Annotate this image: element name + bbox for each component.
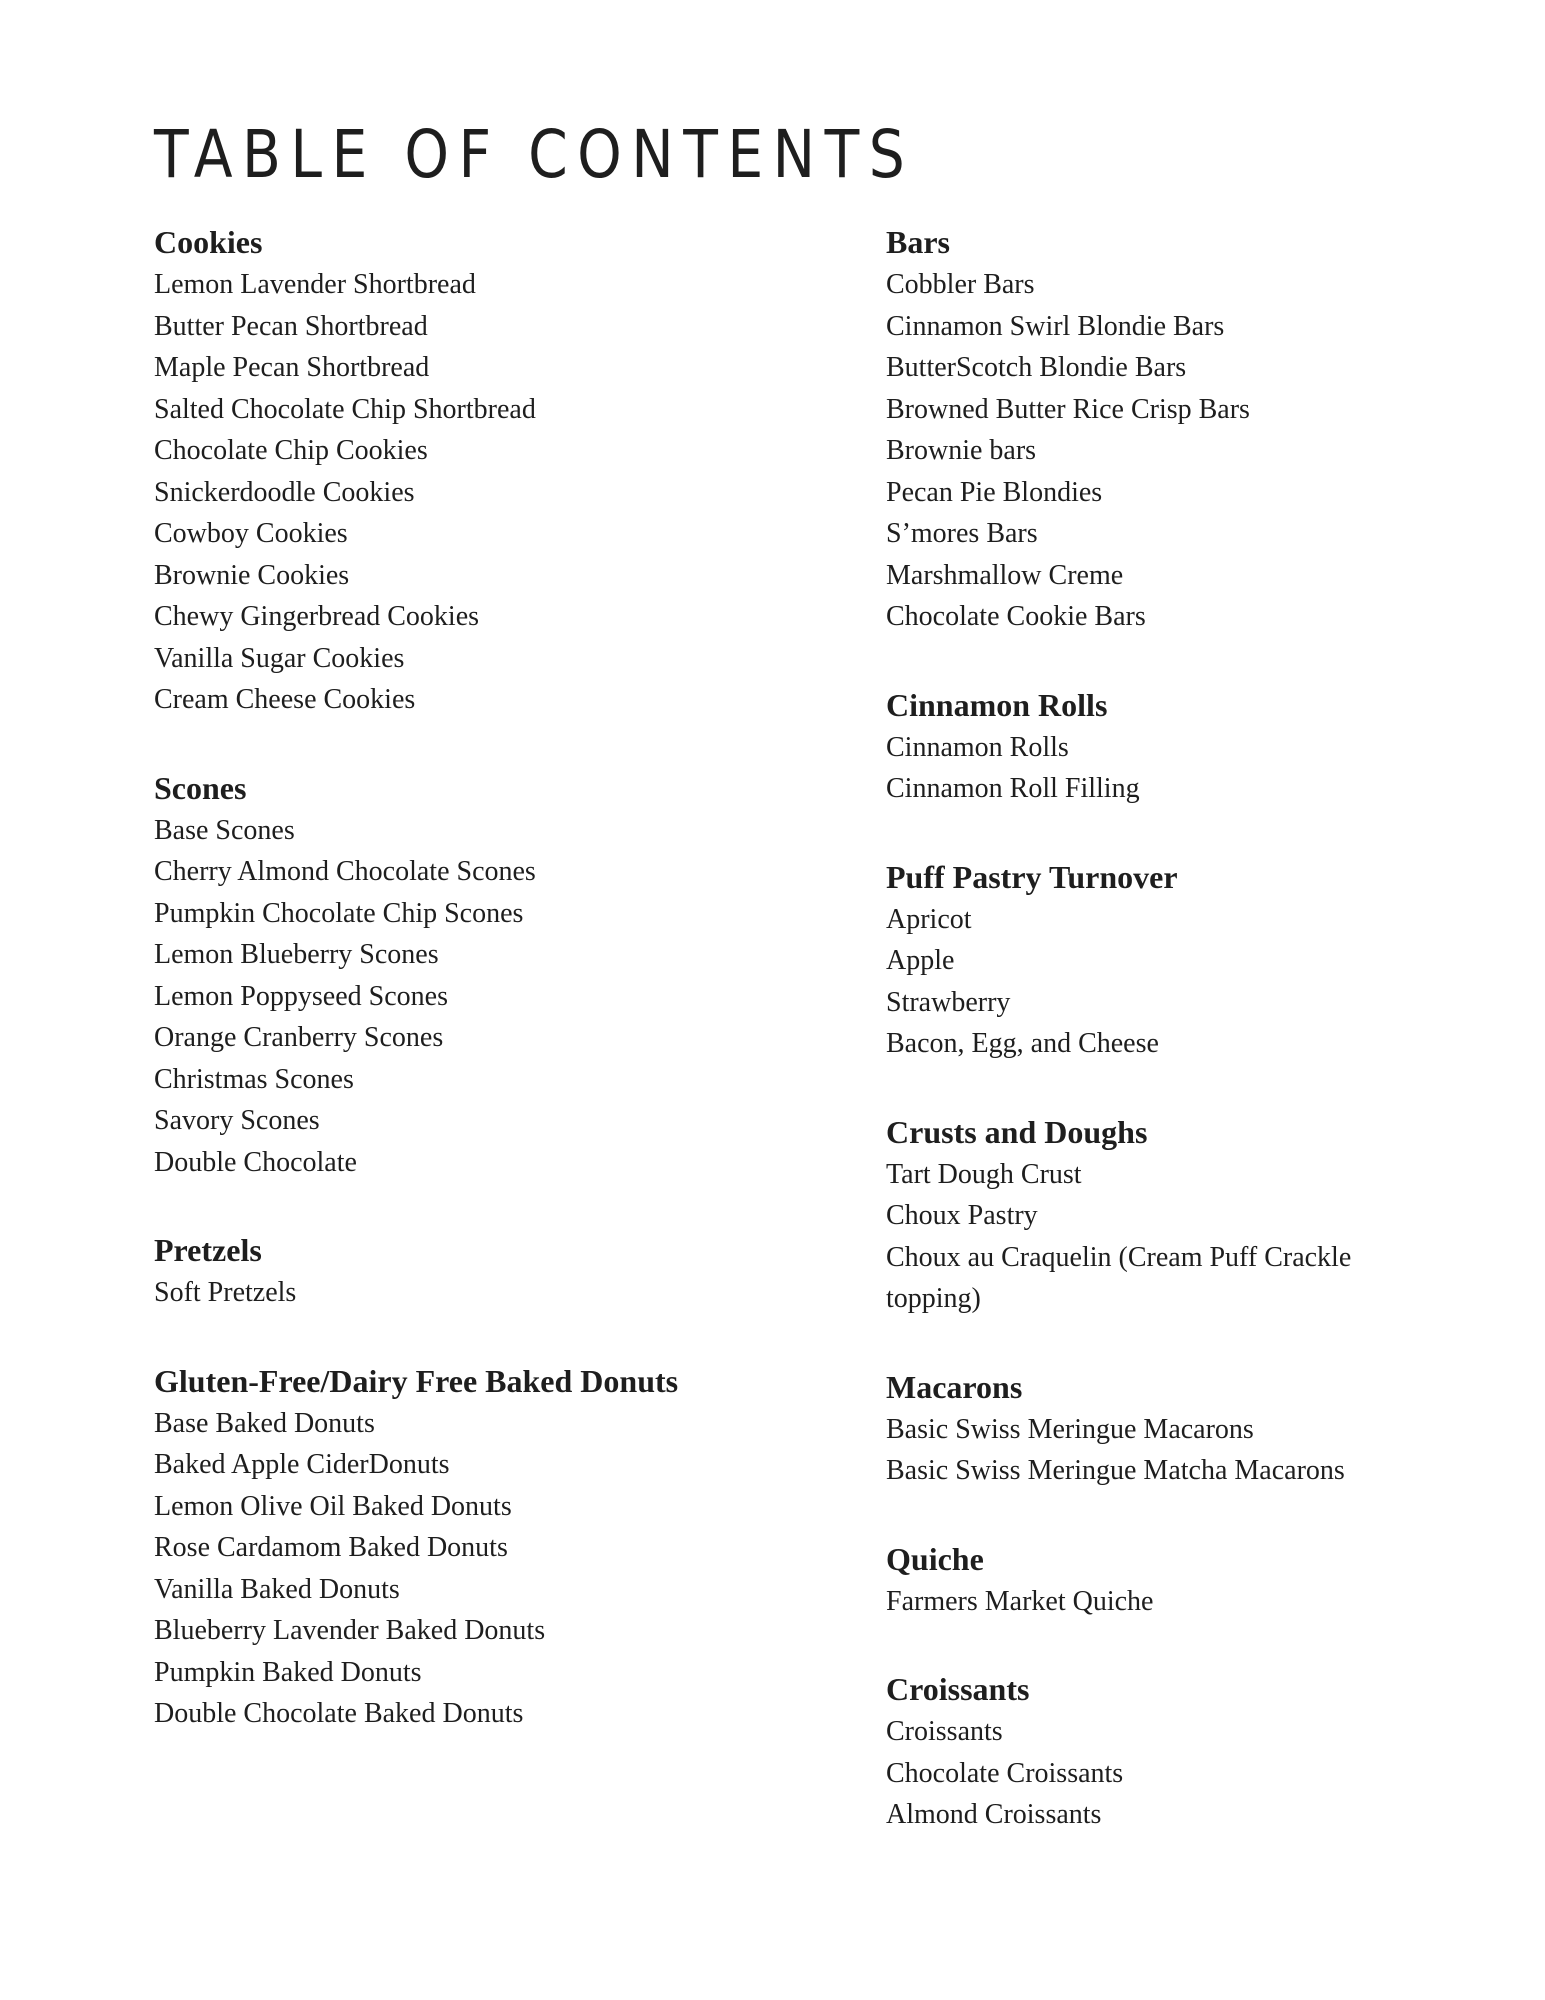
item-list — [154, 810, 854, 1184]
toc-item: Farmers Market Quiche — [886, 1585, 1154, 1617]
toc-item: Chewy Gingerbread Cookies — [154, 601, 480, 632]
item-list — [886, 1154, 1426, 1320]
toc-item: Pecan Pie Blondies — [886, 476, 1103, 508]
toc-item: Almond Croissants — [886, 1799, 1102, 1830]
toc-item: Bacon, Egg, and Cheese — [886, 1028, 1159, 1059]
toc-item: Cowboy Cookies — [154, 518, 348, 549]
item-list — [154, 1272, 854, 1314]
toc-item: Apricot — [886, 903, 972, 935]
toc-item: Cobbler Bars — [886, 269, 1035, 300]
section-heading: Crusts and Doughs — [886, 1113, 1148, 1150]
section-heading: Pretzels — [154, 1232, 262, 1268]
toc-item: Lemon Olive Oil Baked Donuts — [154, 1490, 512, 1522]
section-heading: Cinnamon Rolls — [886, 686, 1108, 723]
toc-item: Basic Swiss Meringue Matcha Macarons — [886, 1455, 1345, 1486]
toc-item: Soft Pretzels — [154, 1277, 297, 1308]
toc-item: Baked Apple CiderDonuts — [154, 1449, 450, 1480]
toc-item: Strawberry — [886, 986, 1011, 1018]
section-croissants — [886, 1667, 1426, 1836]
item-list — [886, 1581, 1426, 1623]
section-heading: Croissants — [886, 1671, 1030, 1707]
toc-item: Lemon Lavender Shortbread — [154, 269, 476, 300]
section-heading: Bars — [886, 224, 950, 260]
toc-item: Cherry Almond Chocolate Scones — [154, 856, 536, 887]
toc-item: Cinnamon Swirl Blondie Bars — [886, 310, 1225, 342]
toc-item: Pumpkin Baked Donuts — [154, 1656, 422, 1688]
item-list — [154, 264, 854, 721]
section-baked-donuts — [154, 1359, 854, 1735]
section-cookies — [154, 220, 854, 721]
toc-item: Chocolate Chip Cookies — [154, 435, 428, 466]
toc-item: Vanilla Baked Donuts — [154, 1573, 400, 1605]
toc-item: Choux Pastry — [886, 1200, 1038, 1231]
section-macarons — [886, 1365, 1426, 1492]
toc-item: Apple — [886, 945, 955, 976]
toc-item: Lemon Blueberry Scones — [154, 939, 439, 970]
toc-item: Browned Butter Rice Crisp Bars — [886, 393, 1250, 425]
section-heading: Macarons — [886, 1368, 1023, 1405]
toc-item: Cinnamon Rolls — [886, 731, 1069, 763]
toc-item: Base Baked Donuts — [154, 1407, 375, 1439]
toc-item: Butter Pecan Shortbread — [154, 310, 428, 342]
toc-item: Maple Pecan Shortbread — [154, 352, 430, 383]
toc-item: Marshmallow Creme — [886, 559, 1124, 591]
toc-item: ButterScotch Blondie Bars — [886, 352, 1187, 383]
section-pretzels — [154, 1228, 854, 1314]
toc-item: Brownie bars — [886, 435, 1037, 466]
toc-item: Cream Cheese Cookies — [154, 684, 416, 715]
section-heading: Gluten-Free/Dairy Free Baked Donuts — [154, 1362, 679, 1399]
section-heading: Cookies — [154, 224, 263, 260]
section-heading: Scones — [154, 769, 247, 806]
item-list — [886, 1409, 1426, 1492]
item-list — [886, 1711, 1426, 1836]
toc-item: Blueberry Lavender Baked Donuts — [154, 1615, 546, 1646]
toc-item: Tart Dough Crust — [886, 1158, 1082, 1190]
toc-item: Lemon Poppyseed Scones — [154, 980, 448, 1012]
toc-item: Snickerdoodle Cookies — [154, 476, 415, 508]
toc-item: Cinnamon Roll Filling — [886, 773, 1140, 804]
toc-item: Pumpkin Chocolate Chip Scones — [154, 897, 524, 929]
toc-item: Base Scones — [154, 814, 295, 846]
toc-item: Rose Cardamom Baked Donuts — [154, 1532, 508, 1563]
toc-left-column — [154, 220, 854, 1780]
section-bars — [886, 220, 1426, 638]
toc-item: Vanilla Sugar Cookies — [154, 642, 405, 674]
toc-item: Double Chocolate — [154, 1146, 357, 1178]
item-list — [886, 727, 1426, 810]
toc-item: Orange Cranberry Scones — [154, 1022, 444, 1053]
section-scones — [154, 766, 854, 1184]
toc-item: Choux au Craquelin (Cream Puff Crackle topping) — [886, 1241, 1352, 1314]
toc-item: Salted Chocolate Chip Shortbread — [154, 393, 536, 425]
item-list — [886, 899, 1426, 1065]
toc-item: Savory Scones — [154, 1105, 320, 1136]
section-heading: Puff Pastry Turnover — [886, 858, 1178, 895]
section-cinnamon-rolls — [886, 683, 1426, 810]
item-list — [154, 1403, 854, 1735]
toc-item: Brownie Cookies — [154, 559, 350, 591]
toc-item: Chocolate Cookie Bars — [886, 601, 1146, 632]
toc-right-column — [886, 220, 1426, 1881]
page-title: TABLE OF CONTENTS — [154, 116, 915, 193]
toc-item: Chocolate Croissants — [886, 1757, 1124, 1789]
section-puff-pastry-turnover — [886, 855, 1426, 1065]
toc-item: Croissants — [886, 1716, 1003, 1747]
section-crusts-and-doughs — [886, 1110, 1426, 1320]
section-heading: Quiche — [886, 1540, 984, 1577]
toc-item: Christmas Scones — [154, 1063, 354, 1095]
toc-item: Double Chocolate Baked Donuts — [154, 1698, 524, 1729]
toc-item: S’mores Bars — [886, 518, 1038, 549]
item-list — [886, 264, 1426, 638]
section-quiche — [886, 1537, 1426, 1623]
toc-item: Basic Swiss Meringue Macarons — [886, 1413, 1254, 1445]
